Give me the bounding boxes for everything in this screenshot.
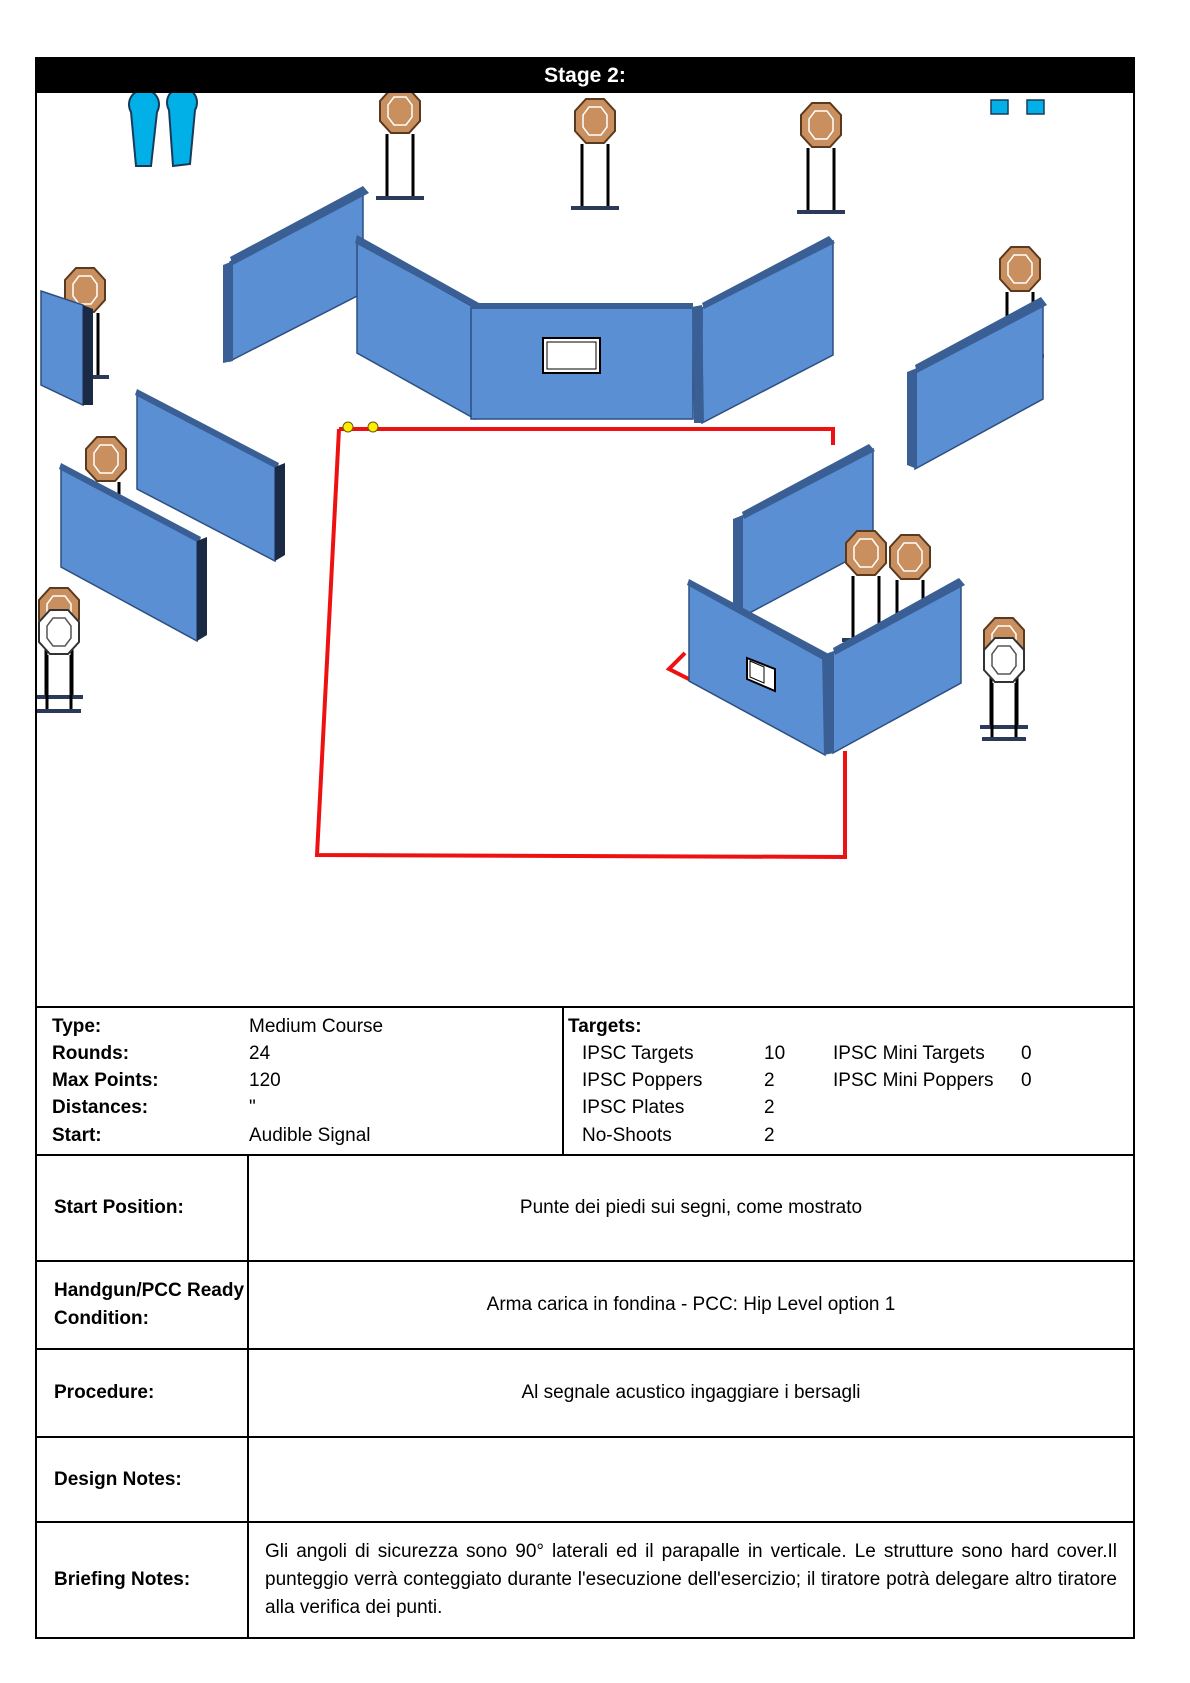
wall-right-far	[907, 297, 1047, 469]
mini-target-count: 0	[1021, 1043, 1032, 1064]
start-value: Audible Signal	[249, 1125, 371, 1146]
start-position-section	[37, 1156, 1133, 1262]
targets-heading: Targets:	[568, 1016, 642, 1037]
ready-condition-section	[37, 1262, 1133, 1350]
target-type-count: 10	[764, 1043, 786, 1064]
briefing-notes-label: Briefing Notes:	[37, 1523, 249, 1637]
mini-target-name: IPSC Mini Poppers	[833, 1070, 994, 1091]
target-type-name: IPSC Targets	[582, 1043, 694, 1064]
wall-back-left	[223, 186, 369, 363]
briefing-notes-value: Gli angoli di sicurezza sono 90° laterali ed il parapalle in verticale. Le strutture sono hard cover.Il punteggio verrà conteggiato durante l'esecuzione dell'esercizio; il tiratore potrà delegare altro tiratore alla verifica dei punti.	[265, 1541, 1117, 1618]
procedure-value: Al segnale acustico ingaggiare i bersagli	[521, 1382, 861, 1403]
design-notes-label: Design Notes:	[37, 1438, 249, 1521]
foot-marker-right	[368, 422, 378, 432]
stage-title: Stage 2:	[37, 59, 1133, 93]
rounds-value: 24	[249, 1043, 271, 1064]
max-points-value: 120	[249, 1070, 281, 1091]
design-notes-section	[37, 1438, 1133, 1523]
ready-condition-label: Handgun/PCC Ready Condition:	[37, 1262, 249, 1348]
target-back-3	[797, 103, 845, 212]
type-label: Type:	[52, 1016, 102, 1037]
briefing-notes-section	[37, 1523, 1133, 1637]
start-position-value: Punte dei piedi sui segni, come mostrato	[519, 1197, 863, 1218]
target-type-count: 2	[764, 1097, 775, 1118]
target-back-2	[571, 99, 619, 208]
procedure-label: Procedure:	[37, 1350, 249, 1436]
wall-back-center	[471, 303, 693, 419]
stage-info-left	[37, 1008, 564, 1154]
target-type-name: IPSC Plates	[582, 1097, 685, 1118]
procedure-section	[37, 1350, 1133, 1438]
stage-info-targets	[564, 1008, 1133, 1154]
distances-label: Distances:	[52, 1097, 149, 1118]
wall-back-center-left	[355, 235, 479, 419]
ready-condition-value: Arma carica in fondina - PCC: Hip Level option 1	[486, 1294, 896, 1315]
target-type-count: 2	[764, 1125, 775, 1146]
distances-value: "	[249, 1097, 256, 1118]
start-label: Start:	[52, 1125, 102, 1146]
fault-line-top	[339, 429, 833, 445]
design-notes-value	[249, 1438, 1133, 1521]
stage-drawing	[37, 93, 1133, 1006]
no-shoot-right	[982, 638, 1026, 739]
max-points-label: Max Points:	[52, 1070, 159, 1091]
stage-info	[37, 1006, 1133, 1156]
stage-sheet	[35, 57, 1135, 1639]
rounds-label: Rounds:	[52, 1043, 130, 1064]
wall-right-structure-side	[822, 578, 965, 755]
target-back-1	[376, 93, 424, 198]
mini-target-name: IPSC Mini Targets	[833, 1043, 985, 1064]
stage-diagram	[37, 93, 1133, 1006]
target-type-count: 2	[764, 1070, 775, 1091]
popper-1	[129, 93, 159, 166]
popper-2	[167, 93, 197, 166]
start-position-label: Start Position:	[37, 1156, 249, 1260]
wall-left-vertical	[41, 291, 93, 405]
type-value: Medium Course	[249, 1016, 384, 1037]
target-type-name: No-Shoots	[582, 1125, 672, 1146]
target-type-name: IPSC Poppers	[582, 1070, 703, 1091]
plate-2	[1027, 100, 1044, 114]
foot-marker-left	[343, 422, 353, 432]
plate-1	[991, 100, 1008, 114]
wall-back-center-right	[692, 236, 835, 423]
mini-target-count: 0	[1021, 1070, 1032, 1091]
